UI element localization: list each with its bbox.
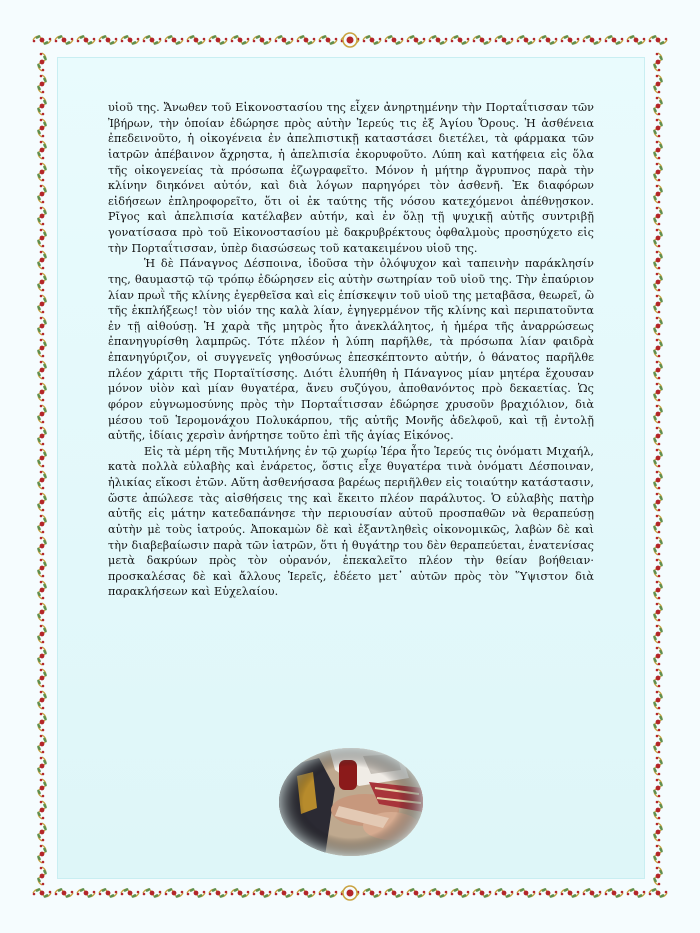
ornament-motif (37, 75, 48, 94)
ornament-motif (653, 361, 664, 380)
center-medallion (343, 886, 357, 900)
ornament-motif (37, 867, 48, 886)
ornament-motif (187, 888, 206, 899)
ornament-motif (653, 691, 664, 710)
ornament-motif (275, 888, 294, 899)
ornament-motif (143, 35, 162, 46)
ornament-motif (653, 867, 664, 886)
ornament-motif (37, 207, 48, 226)
ornament-motif (653, 295, 664, 314)
ornament-motif (653, 449, 664, 468)
ornament-motif (187, 35, 206, 46)
ornament-motif (363, 888, 382, 899)
ornament-motif (231, 35, 250, 46)
ornament-motif (583, 35, 602, 46)
ornament-motif (37, 427, 48, 446)
ornament-motif (649, 35, 668, 46)
ornament-motif (33, 35, 52, 46)
ornament-motif (319, 35, 338, 46)
ornament-motif (55, 35, 74, 46)
ornament-motif (165, 888, 184, 899)
ornament-motif (37, 669, 48, 688)
ornament-motif (37, 141, 48, 160)
ornament-motif (653, 317, 664, 336)
ornament-motif (37, 559, 48, 578)
ornament-motif (99, 35, 118, 46)
ornament-motif (653, 735, 664, 754)
ornament-motif (37, 449, 48, 468)
ornament-motif (653, 405, 664, 424)
ornament-motif (37, 185, 48, 204)
ornament-motif (385, 35, 404, 46)
ornament-motif (653, 779, 664, 798)
ornament-motif (561, 35, 580, 46)
ornament-motif (37, 713, 48, 732)
ornament-motif (653, 713, 664, 732)
ornament-motif (37, 97, 48, 116)
ornament-motif (539, 888, 558, 899)
ornament-motif (37, 691, 48, 710)
ornament-motif (653, 53, 664, 72)
ornament-motif (341, 888, 360, 899)
ornament-motif (473, 35, 492, 46)
main-text (108, 100, 594, 600)
ornament-motif (37, 757, 48, 776)
ornament-motif (99, 888, 118, 899)
ornament-motif (653, 581, 664, 600)
ornament-motif (653, 339, 664, 358)
ornament-motif (37, 845, 48, 864)
paragraph-1: υἱοῦ της. Ἄνωθεν τοῦ Εἰκονοστασίου της εἶχεν ἀνηρτημένην τὴν Πορταΐτισσαν τῶν Ἰβήρων, τὴν ὁποίαν ἐδώρησε πρὸς αὐτὴν Ἱερεύς τις ἐξ Ἁγίου Ὄρους. Ἡ ἀσθένεια ἐπεδεινοῦτο, ἡ οἰκογένεια ἐν ἀπελπιστικῇ καταστάσει διετέλει, τὰ φάρμακα τῶν ἰατρῶν ἀπέβαινον ἄχρηστα, ἡ ἀπελπισία ἐκορυφοῦτο. Λύπη καὶ κατήφεια εἰς ὅλα τῆς οἰκογενείας τὰ πρόσωπα ἐζωγραφεῖτο. Μόνον ἡ μήτηρ ἄγρυπνος παρὰ τὴν κλίνην διηκόνει αὐτόν, καὶ διὰ λόγων παρηγόρει τὸν ἀσθενῆ. Ἐκ διαφόρων εἰδήσεων ἐπληροφορεῖτο, ὅτι οἱ ἐκ ταύτης τῆς νόσου κατεχόμενοι ἀπέθνῃσκον. Ρῖγος καὶ ἀπελπισία κατέλαβεν αὐτήν, καὶ ἐν ὅλῃ τῇ ψυχικῇ αὐτῆς συντριβῇ γονατίσασα πρὸ τοῦ Εἰκονοστασίου μὲ δακρυβρέκτους ὀφθαλμοὺς προσηύχετο εἰς τὴν Πορταΐτισσαν, ὑπὲρ διασώσεως τοῦ κατακειμένου υἱοῦ της. (108, 101, 594, 255)
ornament-motif (653, 185, 664, 204)
ornament-motif (37, 581, 48, 600)
ornament-motif (37, 471, 48, 490)
ornament-motif (319, 888, 338, 899)
ornament-motif (165, 35, 184, 46)
ornament-motif (37, 625, 48, 644)
ornament-motif (297, 35, 316, 46)
ornament-motif (363, 35, 382, 46)
center-medallion (343, 33, 357, 47)
ornament-motif (653, 625, 664, 644)
ornament-motif (407, 35, 426, 46)
ornament-motif (653, 647, 664, 666)
ornament-motif (37, 295, 48, 314)
ornament-motif (37, 779, 48, 798)
ornament-motif (341, 35, 360, 46)
ornament-motif (33, 888, 52, 899)
ornament-motif (451, 35, 470, 46)
ornament-motif (653, 383, 664, 402)
ornament-motif (451, 888, 470, 899)
ornament-motif (121, 35, 140, 46)
ornament-motif (653, 163, 664, 182)
ornament-motif (209, 888, 228, 899)
ornament-motif (653, 537, 664, 556)
ornament-motif (37, 53, 48, 72)
paragraph-2: Ἡ δὲ Πάναγνος Δέσποινα, ἰδοῦσα τὴν ὀλόψυχον καὶ ταπεινὴν παράκλησίν της, θαυμαστῷ τῷ τρόπῳ ἐδώρησεν εἰς αὐτὴν σωτηρίαν τοῦ υἱοῦ της. Τὴν ἐπαύριον λίαν πρωῒ τῆς κλίνης ἐγερθεῖσα καὶ εἰς ἐπίσκεψιν τοῦ υἱοῦ της μεταβᾶσα, θεωρεῖ, ὢ τῆς ἐκπλήξεως! τὸν υἱόν της καλὰ λίαν, ἐγηγερμένον τῆς κλίνης καὶ περιπατοῦντα ἐν τῇ αἰθούσῃ. Ἡ χαρὰ τῆς μητρὸς ἦτο ἀνεκλάλητος, ἡ ἡμέρα τῆς ἀναρρώσεως ἐπανηγυρίσθη λαμπρῶς. Τότε πλέον ἡ λύπη παρῆλθε, τὰ πρόσωπα λίαν φαιδρὰ ἐπανηγύριζον, οἱ συγγενεῖς γηθοσύνως ἐπεσκέπτοντο αὐτήν, ὁ θάνατος παρῆλθε πλέον χάριτι τῆς Πορταϊτίσσης. Διότι ἐλυπήθη ἡ Πάναγνος μίαν μητέρα ἔχουσαν μόνον υἱὸν καὶ μίαν θυγατέρα, ἄνευ συζύγου, ἀποθανόντος πρὸ δεκαετίας. Ὡς φόρον εὐγνωμοσύνης πρὸς τὴν Πορταΐτισσαν ἐδώρησε χρυσοῦν βραχιόλιον, διὰ μέσου τοῦ Ἱερομονάχου Πολυκάρπου, τῆς αὐτῆς Μονῆς ἀδελφοῦ, καὶ τῇ ἐντολῇ αὐτῆς, ἰδίαις χερσὶν ἀνήρτησε τοῦτο ἐπὶ τῆς ἁγίας Εἰκόνος. (108, 257, 594, 443)
ornament-motif (653, 515, 664, 534)
ornament-motif (275, 35, 294, 46)
ornament-motif (37, 229, 48, 248)
ornament-motif (653, 75, 664, 94)
ornament-motif (37, 405, 48, 424)
ornament-motif (297, 888, 316, 899)
ornament-motif (37, 251, 48, 270)
ornament-motif (539, 35, 558, 46)
ornament-motif (37, 163, 48, 182)
ornament-motif (429, 888, 448, 899)
ornament-motif (653, 471, 664, 490)
ornament-motif (37, 361, 48, 380)
ornament-motif (495, 888, 514, 899)
ornament-motif (653, 97, 664, 116)
ornament-motif (653, 251, 664, 270)
ornament-motif (653, 207, 664, 226)
ornament-motif (649, 888, 668, 899)
ceremony-photo (279, 748, 423, 856)
ornament-motif (653, 603, 664, 622)
ornament-motif (37, 603, 48, 622)
ornament-motif (653, 273, 664, 292)
ornament-motif (653, 845, 664, 864)
ornament-motif (653, 119, 664, 138)
ornament-motif (429, 35, 448, 46)
ornament-motif (77, 35, 96, 46)
ornament-motif (605, 35, 624, 46)
ornament-motif (253, 888, 272, 899)
ornament-motif (517, 35, 536, 46)
ornament-motif (653, 801, 664, 820)
ornament-motif (253, 35, 272, 46)
ornament-motif (37, 735, 48, 754)
ornament-motif (407, 888, 426, 899)
ornament-motif (231, 888, 250, 899)
ornament-motif (77, 888, 96, 899)
ornament-motif (37, 647, 48, 666)
ornament-motif (653, 669, 664, 688)
ornament-motif (653, 229, 664, 248)
ornament-motif (627, 35, 646, 46)
ornament-motif (37, 339, 48, 358)
ornament-motif (121, 888, 140, 899)
ornament-motif (37, 493, 48, 512)
ornament-motif (37, 823, 48, 842)
ornament-motif (209, 35, 228, 46)
ornament-motif (37, 801, 48, 820)
ornament-motif (37, 515, 48, 534)
ornament-motif (653, 757, 664, 776)
ornament-motif (473, 888, 492, 899)
ornament-motif (583, 888, 602, 899)
ornament-motif (561, 888, 580, 899)
ornament-motif (653, 493, 664, 512)
ornament-motif (37, 537, 48, 556)
ornament-motif (627, 888, 646, 899)
ornament-motif (143, 888, 162, 899)
ornament-motif (605, 888, 624, 899)
ornament-motif (653, 823, 664, 842)
ornament-motif (495, 35, 514, 46)
ornament-motif (37, 383, 48, 402)
paragraph-3: Εἰς τὰ μέρη τῆς Μυτιλήνης ἐν τῷ χωρίῳ Ἱέρα ἦτο Ἱερεύς τις ὀνόματι Μιχαήλ, κατὰ πολλὰ εὐλαβὴς καὶ ἐνάρετος, ὅστις εἶχε θυγατέρα τινὰ ὀνόματι Δέσποιναν, ἡλικίας εἴκοσι ἐτῶν. Αὕτη ἀσθενήσασα βαρέως περιῆλθεν εἰς τοιαύτην κατάστασιν, ὥστε ἀπώλεσε τὰς αἰσθήσεις της καὶ ἔκειτο πλέον παράλυτος. Ὁ εὐλαβὴς πατὴρ αὐτῆς εἰς μάτην κατεδαπάνησε τὴν περιουσίαν αὐτοῦ προσπαθῶν νὰ θεραπεύσῃ αὐτὴν μὲ τοὺς ἰατρούς. Ἀποκαμὼν δὲ καὶ ἐξαντληθεὶς οἰκονομικῶς, λαβὼν δὲ καὶ τὴν διαβεβαίωσιν παρὰ τῶν ἰατρῶν, ὅτι ἡ θυγάτηρ του δὲν θεραπεύεται, ἐνατενίσας μετὰ δακρύων πρὸς τὸν οὐρανόν, ἐπεκαλεῖτο πλέον τὴν θείαν βοήθειαν· προσκαλέσας δὲ καὶ ἄλλους Ἱερεῖς, ἐδέετο μετ᾽ αὐτῶν πρὸς τὸν Ὕψιστον διὰ παρακλήσεων καὶ Εὐχελαίου. (108, 444, 594, 599)
ornament-motif (653, 559, 664, 578)
ornament-motif (55, 888, 74, 899)
ornament-motif (517, 888, 536, 899)
ornament-motif (37, 119, 48, 138)
ornament-motif (37, 317, 48, 336)
ornament-motif (385, 888, 404, 899)
ornament-motif (653, 141, 664, 160)
ornament-motif (37, 273, 48, 292)
ornament-motif (653, 427, 664, 446)
